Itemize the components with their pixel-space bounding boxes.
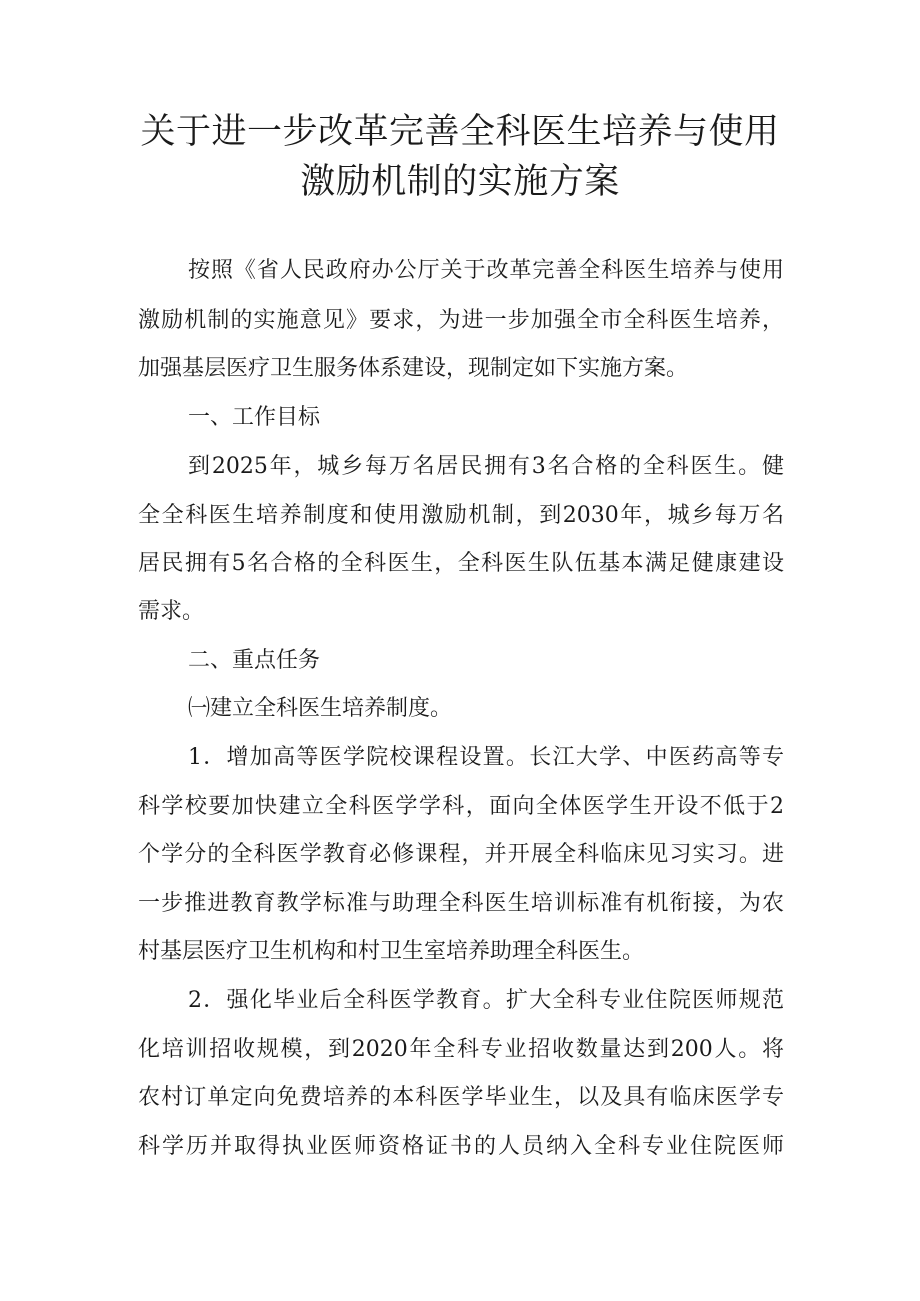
item-2-line: 科学历并取得执业医师资格证书的人员纳入全科专业住院医师 xyxy=(138,1134,784,1159)
item-1-line: 村基层医疗卫生机构和村卫生室培养助理全科医生。 xyxy=(138,939,645,964)
item-2-line: 农村订单定向免费培养的本科医学毕业生，以及具有临床医学专 xyxy=(138,1085,784,1110)
document-title-line-2: 激励机制的实施方案 xyxy=(300,162,620,202)
subsection-1-heading: ㈠建立全科医生培养制度。 xyxy=(188,696,453,721)
section-1-paragraph-line: 需求。 xyxy=(138,599,205,624)
section-2-heading: 二、重点任务 xyxy=(188,648,321,673)
item-2-line: 化培训招收规模，到2020年全科专业招收数量达到200人。将 xyxy=(138,1037,784,1062)
section-1-paragraph-line: 居民拥有5名合格的全科医生，全科医生队伍基本满足健康建设 xyxy=(138,551,784,576)
section-1-paragraph-line: 全全科医生培养制度和使用激励机制，到2030年，城乡每万名 xyxy=(138,503,784,528)
item-1-line: 科学校要加快建立全科医学学科，面向全体医学生开设不低于2 xyxy=(138,794,784,819)
intro-line: 激励机制的实施意见》要求，为进一步加强全市全科医生培养， xyxy=(138,308,784,333)
document-title-line-1: 关于进一步改革完善全科医生培养与使用 xyxy=(140,112,780,152)
intro-line: 按照《省人民政府办公厅关于改革完善全科医生培养与使用 xyxy=(188,258,784,283)
item-1-line: 1．增加高等医学院校课程设置。长江大学、中医药高等专 xyxy=(188,745,784,770)
section-1-paragraph-line: 到2025年，城乡每万名居民拥有3名合格的全科医生。健 xyxy=(188,454,784,479)
item-2-line: 2．强化毕业后全科医学教育。扩大全科专业住院医师规范 xyxy=(188,988,784,1013)
item-1-line: 一步推进教育教学标准与助理全科医生培训标准有机衔接，为农 xyxy=(138,891,784,916)
section-1-heading: 一、工作目标 xyxy=(188,405,321,430)
intro-line: 加强基层医疗卫生服务体系建设，现制定如下实施方案。 xyxy=(138,356,689,381)
item-1-line: 个学分的全科医学教育必修课程，并开展全科临床见习实习。进 xyxy=(138,842,784,867)
